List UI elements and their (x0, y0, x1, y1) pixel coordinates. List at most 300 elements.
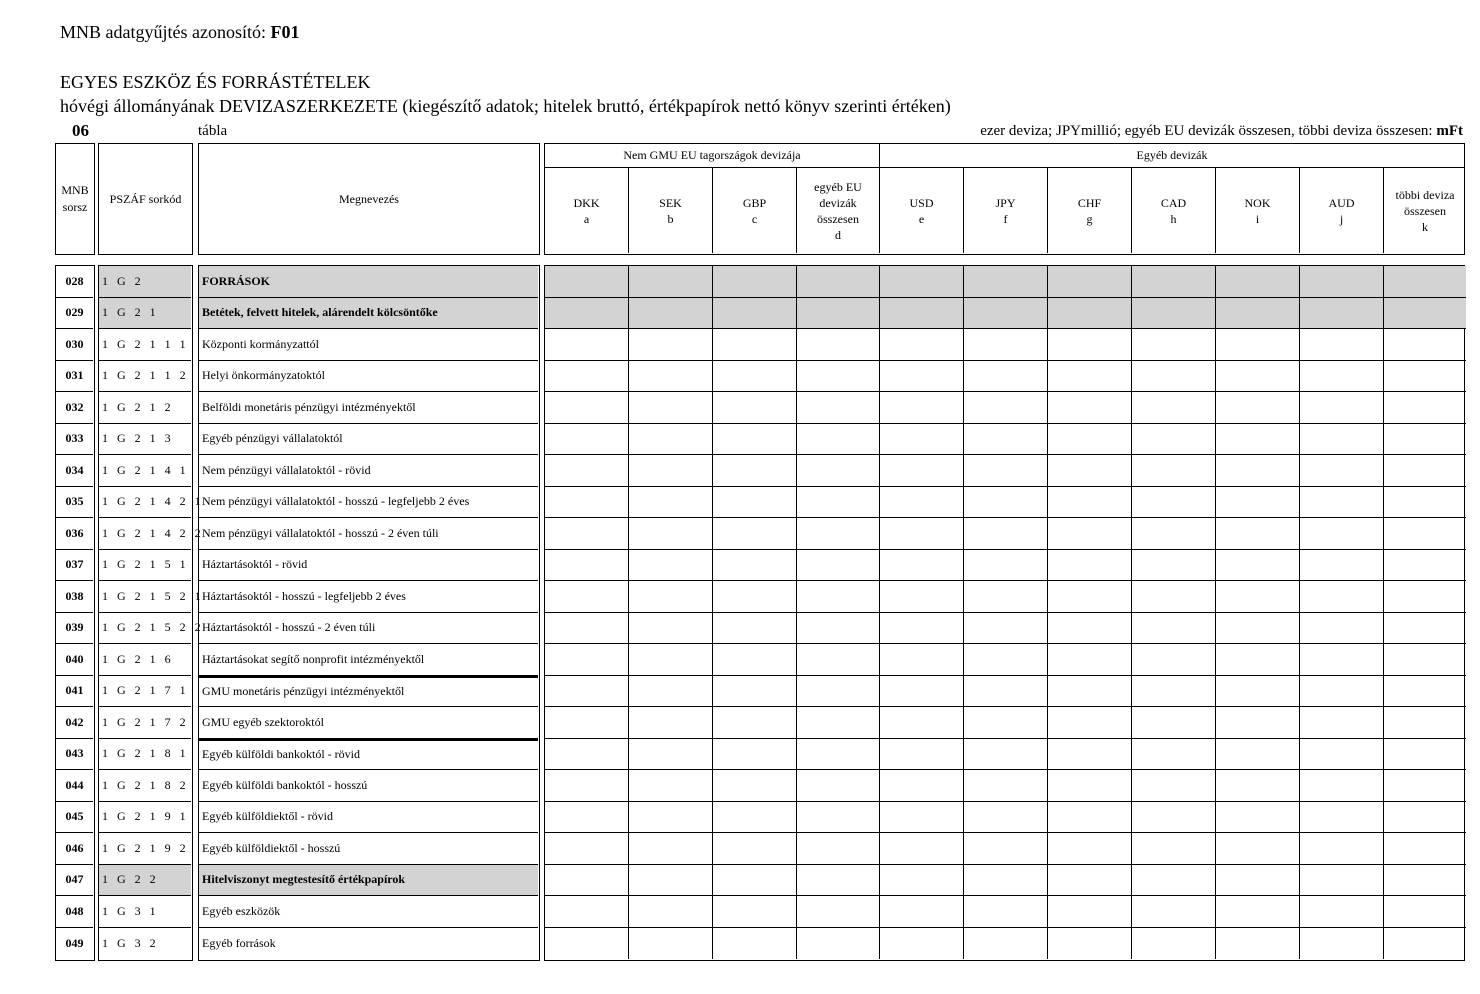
value-cell-e[interactable] (880, 833, 964, 865)
value-cell-a[interactable] (545, 644, 629, 676)
value-cell-k[interactable] (1384, 928, 1466, 960)
value-cell-k[interactable] (1384, 392, 1466, 424)
value-cell-b[interactable] (629, 424, 713, 456)
row-code: 1 G 2 1 3 (99, 424, 191, 456)
value-cell-d[interactable] (797, 455, 880, 487)
value-cell-f[interactable] (964, 739, 1048, 771)
value-cell-b[interactable] (629, 928, 713, 960)
value-cell-k[interactable] (1384, 361, 1466, 393)
row-code: 1 G 2 1 4 1 (99, 455, 191, 487)
value-cell-d[interactable] (797, 581, 880, 613)
value-cell-d[interactable] (797, 865, 880, 897)
value-cell-j[interactable] (1300, 802, 1384, 834)
value-cell-k[interactable] (1384, 676, 1466, 708)
value-cell-d[interactable] (797, 518, 880, 550)
value-cell-d[interactable] (797, 329, 880, 361)
value-cell-d[interactable] (797, 550, 880, 582)
currency-col-h (1132, 168, 1216, 253)
value-cell-a[interactable] (545, 802, 629, 834)
currency-col-f (964, 168, 1048, 253)
value-cell-f[interactable] (964, 644, 1048, 676)
value-cell-d[interactable] (797, 896, 880, 928)
value-cell-i[interactable] (1216, 676, 1300, 708)
currency-header (544, 143, 1465, 255)
value-cell-e[interactable] (880, 770, 964, 802)
value-cell-h[interactable] (1132, 739, 1216, 771)
value-cell-a[interactable] (545, 518, 629, 550)
value-cell-j[interactable] (1300, 707, 1384, 739)
currency-letter: b (667, 211, 674, 226)
value-cell-f[interactable] (964, 329, 1048, 361)
value-cell-e[interactable] (880, 802, 964, 834)
value-cell-j[interactable] (1300, 361, 1384, 393)
currency-code: GBP (742, 195, 767, 210)
value-cell-c[interactable] (713, 896, 797, 928)
value-cell-a[interactable] (545, 581, 629, 613)
value-cell-h[interactable] (1132, 487, 1216, 519)
value-cell-f[interactable] (964, 424, 1048, 456)
value-cell-d[interactable] (797, 361, 880, 393)
value-cell-g[interactable] (1048, 550, 1132, 582)
value-cell-f[interactable] (964, 802, 1048, 834)
value-cell-e[interactable] (880, 518, 964, 550)
value-cell-b[interactable] (629, 581, 713, 613)
pszaf-header (98, 143, 193, 255)
value-cell-i[interactable] (1216, 896, 1300, 928)
units-eu: EU (1164, 123, 1185, 139)
table-word: tábla (198, 123, 228, 139)
value-cell-b[interactable] (629, 613, 713, 645)
value-cell-g[interactable] (1048, 644, 1132, 676)
value-cell-i[interactable] (1216, 361, 1300, 393)
value-cell-c[interactable] (713, 676, 797, 708)
value-cell-i[interactable] (1216, 329, 1300, 361)
value-cell-h[interactable] (1132, 896, 1216, 928)
title-line-1: EGYES ESZKÖZ ÉS FORRÁSTÉTELEK (60, 72, 371, 92)
value-cell-d[interactable] (797, 613, 880, 645)
name-column (198, 265, 540, 961)
value-cell-h[interactable] (1132, 392, 1216, 424)
value-cell-f[interactable] (964, 487, 1048, 519)
value-cell-g[interactable] (1048, 896, 1132, 928)
value-cell-c[interactable] (713, 865, 797, 897)
value-cell-g[interactable] (1048, 329, 1132, 361)
currency-code: CHF (1077, 195, 1102, 210)
currency-letter: e (918, 211, 925, 226)
value-cell-h[interactable] (1132, 802, 1216, 834)
value-cell-j[interactable] (1300, 487, 1384, 519)
value-cell-a[interactable] (545, 865, 629, 897)
currency-col-k (1384, 168, 1466, 253)
value-cell-f[interactable] (964, 833, 1048, 865)
value-cell-c[interactable] (713, 487, 797, 519)
value-cell-c[interactable] (713, 833, 797, 865)
value-cell-c[interactable] (713, 361, 797, 393)
row-number: 049 (65, 935, 84, 950)
value-cell-f[interactable] (964, 298, 1048, 330)
value-cell-h[interactable] (1132, 707, 1216, 739)
value-cell-h[interactable] (1132, 613, 1216, 645)
value-cell-e[interactable] (880, 928, 964, 960)
value-cell-g[interactable] (1048, 487, 1132, 519)
value-cell-f[interactable] (964, 865, 1048, 897)
value-cell-f[interactable] (964, 266, 1048, 298)
value-cell-g[interactable] (1048, 833, 1132, 865)
row-number: 036 (56, 518, 93, 550)
value-cell-b[interactable] (629, 518, 713, 550)
value-cell-c[interactable] (713, 518, 797, 550)
value-cell-f[interactable] (964, 707, 1048, 739)
row-code: 1 G 2 1 4 2 1 (99, 487, 191, 519)
value-cell-b[interactable] (629, 361, 713, 393)
value-cell-h[interactable] (1132, 770, 1216, 802)
value-cell-h[interactable] (1132, 676, 1216, 708)
value-cell-j[interactable] (1300, 833, 1384, 865)
value-cell-g[interactable] (1048, 739, 1132, 771)
value-cell-f[interactable] (964, 518, 1048, 550)
currency-code: USD (909, 195, 934, 210)
value-cell-d[interactable] (797, 298, 880, 330)
value-cell-h[interactable] (1132, 329, 1216, 361)
value-cell-b[interactable] (629, 329, 713, 361)
value-cell-h[interactable] (1132, 581, 1216, 613)
currency-letter: h (1170, 211, 1177, 226)
currency-letter: d (835, 227, 841, 242)
value-cell-j[interactable] (1300, 518, 1384, 550)
value-cell-a[interactable] (545, 424, 629, 456)
value-cell-g[interactable] (1048, 581, 1132, 613)
value-cell-e[interactable] (880, 329, 964, 361)
value-cell-j[interactable] (1300, 298, 1384, 330)
value-cell-g[interactable] (1048, 518, 1132, 550)
value-cell-d[interactable] (797, 266, 880, 298)
row-number: 042 (56, 707, 93, 739)
value-cell-i[interactable] (1216, 266, 1300, 298)
value-cell-g[interactable] (1048, 424, 1132, 456)
value-cell-i[interactable] (1216, 707, 1300, 739)
row-number: 034 (56, 455, 93, 487)
value-cell-j[interactable] (1300, 928, 1384, 960)
value-cell-k[interactable] (1384, 802, 1466, 834)
value-cell-e[interactable] (880, 392, 964, 424)
value-cell-h[interactable] (1132, 266, 1216, 298)
currency-code: egyéb EU devizák összesen (814, 179, 862, 226)
row-number: 029 (56, 298, 93, 330)
value-cell-a[interactable] (545, 298, 629, 330)
value-cell-g[interactable] (1048, 865, 1132, 897)
value-cell-a[interactable] (545, 266, 629, 298)
value-cell-e[interactable] (880, 266, 964, 298)
value-cell-i[interactable] (1216, 392, 1300, 424)
value-cell-k[interactable] (1384, 424, 1466, 456)
value-cell-a[interactable] (545, 361, 629, 393)
value-cell-k[interactable] (1384, 896, 1466, 928)
currency-col-j (1300, 168, 1384, 253)
value-cell-j[interactable] (1300, 392, 1384, 424)
value-cell-f[interactable] (964, 928, 1048, 960)
value-cell-h[interactable] (1132, 644, 1216, 676)
row-number: 037 (56, 550, 93, 582)
value-cell-e[interactable] (880, 896, 964, 928)
value-cell-e[interactable] (880, 581, 964, 613)
value-cell-g[interactable] (1048, 770, 1132, 802)
row-name: FORRÁSOK (199, 266, 538, 298)
value-cell-b[interactable] (629, 266, 713, 298)
value-cell-c[interactable] (713, 266, 797, 298)
value-cell-c[interactable] (713, 581, 797, 613)
value-cell-c[interactable] (713, 455, 797, 487)
value-cell-c[interactable] (713, 802, 797, 834)
row-name: Háztartásoktól - rövid (199, 550, 538, 582)
value-cell-a[interactable] (545, 487, 629, 519)
value-cell-j[interactable] (1300, 770, 1384, 802)
value-cell-d[interactable] (797, 644, 880, 676)
row-number: 038 (56, 581, 93, 613)
value-cell-h[interactable] (1132, 455, 1216, 487)
value-cell-a[interactable] (545, 613, 629, 645)
value-cell-j[interactable] (1300, 455, 1384, 487)
value-cell-h[interactable] (1132, 550, 1216, 582)
value-cell-d[interactable] (797, 676, 880, 708)
value-cell-i[interactable] (1216, 298, 1300, 330)
row-code: 1 G 2 1 8 2 (99, 770, 191, 802)
value-cell-k[interactable] (1384, 487, 1466, 519)
value-cell-i[interactable] (1216, 802, 1300, 834)
value-cell-b[interactable] (629, 487, 713, 519)
value-cell-d[interactable] (797, 424, 880, 456)
value-cell-e[interactable] (880, 298, 964, 330)
value-cell-k[interactable] (1384, 298, 1466, 330)
value-cell-c[interactable] (713, 770, 797, 802)
value-cell-i[interactable] (1216, 581, 1300, 613)
row-name: Egyéb külföldi bankoktól - rövid (199, 739, 538, 771)
value-cell-e[interactable] (880, 739, 964, 771)
value-cell-a[interactable] (545, 550, 629, 582)
value-cell-a[interactable] (545, 928, 629, 960)
value-cell-b[interactable] (629, 676, 713, 708)
value-cell-k[interactable] (1384, 550, 1466, 582)
value-cell-b[interactable] (629, 739, 713, 771)
value-cell-j[interactable] (1300, 865, 1384, 897)
value-cell-f[interactable] (964, 613, 1048, 645)
value-cell-f[interactable] (964, 770, 1048, 802)
value-cell-i[interactable] (1216, 928, 1300, 960)
value-cell-e[interactable] (880, 644, 964, 676)
value-cell-d[interactable] (797, 739, 880, 771)
name-header (198, 143, 540, 255)
value-cell-k[interactable] (1384, 770, 1466, 802)
value-cell-e[interactable] (880, 707, 964, 739)
value-cell-c[interactable] (713, 550, 797, 582)
value-cell-c[interactable] (713, 329, 797, 361)
value-cell-h[interactable] (1132, 865, 1216, 897)
value-cell-e[interactable] (880, 361, 964, 393)
value-cell-f[interactable] (964, 455, 1048, 487)
value-cell-b[interactable] (629, 865, 713, 897)
value-cell-i[interactable] (1216, 613, 1300, 645)
value-cell-b[interactable] (629, 455, 713, 487)
value-cell-e[interactable] (880, 487, 964, 519)
row-name: Betétek, felvett hitelek, alárendelt kölcsöntőke (199, 298, 538, 330)
mnb-header (55, 143, 95, 255)
value-cell-h[interactable] (1132, 361, 1216, 393)
value-cell-i[interactable] (1216, 739, 1300, 771)
units-rest: devizák összesen, többi deviza összesen: (1184, 123, 1437, 139)
value-cell-g[interactable] (1048, 802, 1132, 834)
value-cell-j[interactable] (1300, 644, 1384, 676)
value-cell-d[interactable] (797, 487, 880, 519)
value-cell-i[interactable] (1216, 487, 1300, 519)
value-cell-c[interactable] (713, 739, 797, 771)
row-code: 1 G 2 1 5 1 (99, 550, 191, 582)
value-cell-b[interactable] (629, 644, 713, 676)
value-cell-d[interactable] (797, 928, 880, 960)
value-cell-c[interactable] (713, 424, 797, 456)
value-cell-i[interactable] (1216, 424, 1300, 456)
value-cell-h[interactable] (1132, 518, 1216, 550)
row-name: Nem pénzügyi vállalatoktól - hosszú - legfeljebb 2 éves (199, 487, 538, 519)
value-cell-d[interactable] (797, 770, 880, 802)
value-cell-b[interactable] (629, 802, 713, 834)
value-cell-d[interactable] (797, 707, 880, 739)
value-cell-i[interactable] (1216, 550, 1300, 582)
row-number: 030 (56, 329, 93, 361)
value-cell-e[interactable] (880, 424, 964, 456)
value-cell-i[interactable] (1216, 833, 1300, 865)
value-cell-d[interactable] (797, 833, 880, 865)
value-cell-b[interactable] (629, 833, 713, 865)
value-cell-e[interactable] (880, 676, 964, 708)
value-cell-h[interactable] (1132, 298, 1216, 330)
value-cell-g[interactable] (1048, 455, 1132, 487)
value-cell-k[interactable] (1384, 833, 1466, 865)
value-cell-h[interactable] (1132, 928, 1216, 960)
name-header-label: Megnevezés (339, 191, 399, 206)
value-cell-k[interactable] (1384, 455, 1466, 487)
value-cell-i[interactable] (1216, 865, 1300, 897)
value-cell-b[interactable] (629, 298, 713, 330)
value-cell-k[interactable] (1384, 581, 1466, 613)
value-cell-b[interactable] (629, 896, 713, 928)
value-cell-j[interactable] (1300, 550, 1384, 582)
value-cell-j[interactable] (1300, 676, 1384, 708)
value-cell-j[interactable] (1300, 424, 1384, 456)
value-cell-k[interactable] (1384, 707, 1466, 739)
value-cell-e[interactable] (880, 613, 964, 645)
value-cell-k[interactable] (1384, 865, 1466, 897)
value-cell-g[interactable] (1048, 613, 1132, 645)
value-cell-g[interactable] (1048, 676, 1132, 708)
value-cell-k[interactable] (1384, 518, 1466, 550)
value-cell-g[interactable] (1048, 266, 1132, 298)
value-cell-e[interactable] (880, 865, 964, 897)
value-cell-f[interactable] (964, 550, 1048, 582)
value-cell-k[interactable] (1384, 739, 1466, 771)
value-cell-g[interactable] (1048, 707, 1132, 739)
row-name: Egyéb külföldiektől - rövid (199, 802, 538, 834)
value-cell-h[interactable] (1132, 833, 1216, 865)
value-cell-j[interactable] (1300, 896, 1384, 928)
currency-col-d (797, 168, 880, 253)
value-cell-i[interactable] (1216, 455, 1300, 487)
value-cell-c[interactable] (713, 707, 797, 739)
row-code: 1 G 2 (99, 266, 191, 298)
value-cell-k[interactable] (1384, 266, 1466, 298)
value-cell-e[interactable] (880, 455, 964, 487)
value-cell-c[interactable] (713, 644, 797, 676)
value-cell-b[interactable] (629, 550, 713, 582)
currency-code: DKK (573, 195, 600, 210)
value-cell-d[interactable] (797, 392, 880, 424)
value-cell-f[interactable] (964, 896, 1048, 928)
value-cell-b[interactable] (629, 770, 713, 802)
value-cell-h[interactable] (1132, 424, 1216, 456)
value-cell-g[interactable] (1048, 392, 1132, 424)
id-label: MNB adatgyűjtés azonosító: (60, 22, 266, 42)
currency-letter: j (1339, 211, 1344, 226)
value-cell-a[interactable] (545, 770, 629, 802)
currency-code: AUD (1328, 195, 1355, 210)
value-cell-b[interactable] (629, 707, 713, 739)
title-line-2: hóvégi állományának DEVIZASZERKEZETE (kiegészítő adatok; hitelek bruttó, értékpapírok nettó könyv szerinti értéken) (60, 96, 951, 116)
value-cell-c[interactable] (713, 928, 797, 960)
value-cell-a[interactable] (545, 707, 629, 739)
row-number: 048 (56, 896, 93, 928)
value-cell-j[interactable] (1300, 613, 1384, 645)
value-cell-i[interactable] (1216, 518, 1300, 550)
value-cell-c[interactable] (713, 298, 797, 330)
value-cell-j[interactable] (1300, 581, 1384, 613)
value-cell-j[interactable] (1300, 739, 1384, 771)
row-name: Háztartásokat segítő nonprofit intézményektől (199, 644, 538, 676)
value-cell-g[interactable] (1048, 298, 1132, 330)
value-cell-c[interactable] (713, 392, 797, 424)
value-cell-a[interactable] (545, 455, 629, 487)
code-column (98, 265, 204, 961)
row-code: 1 G 2 1 9 2 (99, 833, 191, 865)
value-cell-a[interactable] (545, 392, 629, 424)
value-cell-k[interactable] (1384, 644, 1466, 676)
currency-letter: f (1003, 211, 1008, 226)
row-number: 047 (56, 865, 93, 897)
row-name: Egyéb eszközök (199, 896, 538, 928)
value-cell-c[interactable] (713, 613, 797, 645)
value-cell-d[interactable] (797, 802, 880, 834)
value-cell-j[interactable] (1300, 329, 1384, 361)
row-number: 045 (56, 802, 93, 834)
value-cell-e[interactable] (880, 550, 964, 582)
value-cell-f[interactable] (964, 581, 1048, 613)
value-cell-a[interactable] (545, 896, 629, 928)
value-cell-g[interactable] (1048, 928, 1132, 960)
value-cell-f[interactable] (964, 392, 1048, 424)
value-cell-k[interactable] (1384, 329, 1466, 361)
value-cell-k[interactable] (1384, 613, 1466, 645)
currency-code: többi deviza összesen (1395, 187, 1455, 218)
value-cell-j[interactable] (1300, 266, 1384, 298)
value-cell-a[interactable] (545, 739, 629, 771)
value-cell-g[interactable] (1048, 361, 1132, 393)
value-cell-f[interactable] (964, 361, 1048, 393)
value-cell-a[interactable] (545, 329, 629, 361)
value-cell-a[interactable] (545, 833, 629, 865)
value-cell-a[interactable] (545, 676, 629, 708)
value-cell-i[interactable] (1216, 770, 1300, 802)
currency-code: SEK (659, 195, 682, 210)
value-cell-b[interactable] (629, 392, 713, 424)
value-cell-f[interactable] (964, 676, 1048, 708)
value-cell-i[interactable] (1216, 644, 1300, 676)
